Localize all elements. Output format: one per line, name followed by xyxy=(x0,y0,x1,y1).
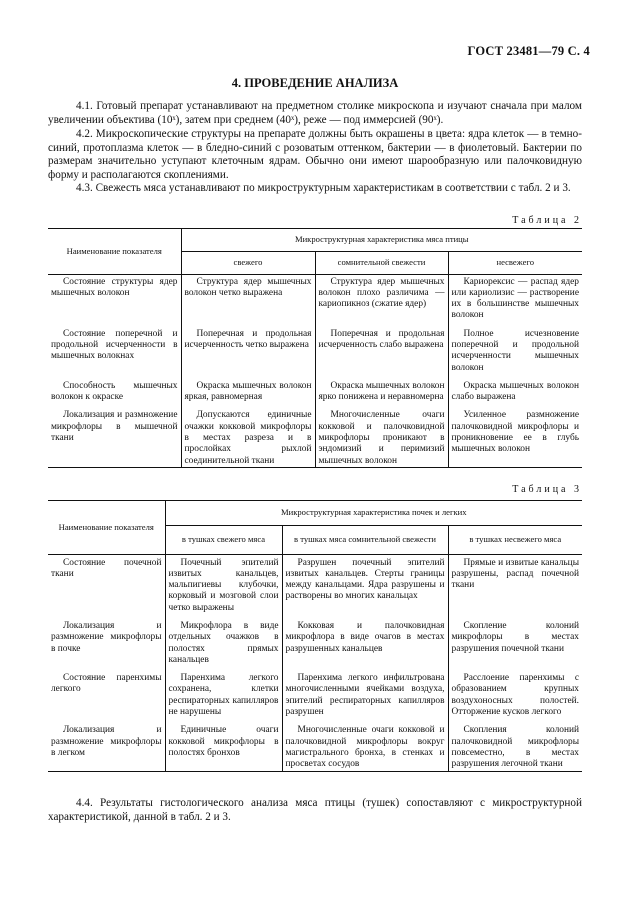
table-row xyxy=(48,725,582,771)
row-name: Состояние поперечной и продольной исчерченности в мышечных волокнах xyxy=(51,328,178,362)
paragraph-4-2: 4.2. Микроскопические структуры на препарате должны быть окрашены в цвета: ядра клеток — в темно-синий, протоплазма клеток — в бледно-синий с розоватым оттенком, бактерии — в фиолетовый. Бактерии по размерам значительно уступают клеточным ядрам. Обычно они имеют шарообразную или палочковидную форму и располагаются скоплениями. xyxy=(48,128,582,181)
cell: Поперечная и продольная исчерченность слабо выражена xyxy=(315,329,448,374)
table2-head-name: Наименование показателя xyxy=(48,229,181,275)
cell: Окраска мышечных волокон слабо выражена xyxy=(448,381,582,404)
cell: Прямые и извитые канальцы разрушены, распад почечной ткани xyxy=(448,558,582,614)
table-row xyxy=(48,329,582,374)
table3-head-name: Наименование показателя xyxy=(48,501,165,555)
table-2 xyxy=(48,228,582,468)
page-header: ГОСТ 23481—79 С. 4 xyxy=(467,44,590,58)
paragraph-4-1: 4.1. Готовый препарат устанавливают на предметном столике микроскопа и изучают сначала при малом увеличении объектива (10ˣ), затем при среднем (40ˣ), реже — под иммерсией (90ˣ). xyxy=(48,100,582,126)
cell: Кокковая и палочковидная микрофлора в виде очагов в местах разрушенных канальцев xyxy=(282,621,448,666)
cell: Скопления колоний палочковидной микрофлоры повсеместно, в местах разрушения легочной ткани xyxy=(448,725,582,771)
cell: Разрушен почечный эпителий извитых канальцев. Стерты границы между канальцами. Ядра разрушены и растворены во многих канальцах xyxy=(282,558,448,614)
cell: Кариорексис — распад ядер или кариолизис — растворение их в большинстве мышечных волокон xyxy=(448,277,582,322)
row-name: Локализация и размножение микрофлоры в мышечной ткани xyxy=(51,410,178,444)
cell: Поперечная и продольная исчерченность четко выражена xyxy=(181,329,315,374)
paragraph-4-4: 4.4. Результаты гистологического анализа мяса птицы (тушек) сопоставляют с микроструктурной характеристикой, данной в табл. 2 и 3. xyxy=(48,797,582,823)
cell: Многочисленные очаги кокковой и палочковидной микрофлоры проникают в эндомизий и перимизий мышечных волокон xyxy=(315,410,448,467)
table2-label: Таблица 2 xyxy=(512,215,582,226)
table3-col-doubtful: в тушках мяса сомнительной свежести xyxy=(282,526,448,555)
cell: Допускаются единичные очажки кокковой микрофлоры в местах разреза и в прослойках рыхлой соединительной ткани xyxy=(181,410,315,467)
cell: Паренхима легкого сохранена, клетки респираторных капилляров не нарушены xyxy=(165,673,282,718)
table-row xyxy=(48,621,582,666)
cell: Единичные очаги кокковой микрофлоры в полостях бронхов xyxy=(165,725,282,771)
table3-label: Таблица 3 xyxy=(512,484,582,495)
table-row xyxy=(48,410,582,467)
row-name: Способность мышечных волокон к окраске xyxy=(51,380,178,403)
paragraph-4-3: 4.3. Свежесть мяса устанавливают по микроструктурным характеристикам в соответствии с табл. 2 и 3. xyxy=(76,182,571,194)
table3-col-fresh: в тушках свежего мяса xyxy=(165,526,282,555)
cell: Расслоение паренхимы с образованием крупных воздухоносных полостей. Отторжение кусков легкого xyxy=(448,673,582,718)
table2-col-stale: несвежего xyxy=(448,252,582,275)
table2-col-doubtful: сомнительной свежести xyxy=(315,252,448,275)
section-title: 4. ПРОВЕДЕНИЕ АНАЛИЗА xyxy=(231,76,399,90)
row-name: Локализация и размножение микрофлоры в почке xyxy=(51,620,162,654)
row-name: Состояние структуры ядер мышечных волокон xyxy=(51,276,178,298)
table2-col-fresh: свежего xyxy=(181,252,315,275)
cell: Окраска мышечных волокон яркая, равномерная xyxy=(181,381,315,404)
table3-head-group: Микроструктурная характеристика почек и легких xyxy=(165,501,582,526)
table-row xyxy=(48,673,582,718)
row-name: Состояние почечной ткани xyxy=(51,557,162,579)
cell: Многочисленные очаги кокковой и палочковидной микрофлоры вокруг магистрального бронха, в стенках и просветах сосудов xyxy=(282,725,448,771)
table3-col-stale: в тушках несвежего мяса xyxy=(448,526,582,555)
cell: Усиленное размножение палочковидной микрофлоры и проникновение ее в глубь мышечных волокон xyxy=(448,410,582,467)
table-3 xyxy=(48,500,582,772)
cell: Паренхима легкого инфильтрована многочисленными ячейками воздуха, эпителий респираторных капилляров разрушен xyxy=(282,673,448,718)
table-row xyxy=(48,558,582,614)
row-name: Состояние паренхимы легкого xyxy=(51,673,162,695)
cell: Структура ядер мышечных волокон четко выражена xyxy=(181,277,315,322)
cell: Микрофлора в виде отдельных очажков в полостях прямых канальцев xyxy=(165,621,282,666)
cell: Почечный эпителий извитых канальцев, мальпигиевы клубочки, корковый и мозговой слои четко выражены xyxy=(165,558,282,614)
cell: Окраска мышечных волокон ярко понижена и неравномерна xyxy=(315,381,448,404)
row-name: Локализация и размножение микрофлоры в легком xyxy=(51,725,162,758)
cell: Структура ядер мышечных волокон плохо различима — кариопикноз (сжатие ядер) xyxy=(315,277,448,322)
cell: Скопление колоний микрофлоры в местах разрушения почечной ткани xyxy=(448,621,582,666)
table-row xyxy=(48,381,582,404)
table2-head-group: Микроструктурная характеристика мяса птицы xyxy=(181,229,582,252)
table-row xyxy=(48,277,582,322)
cell: Полное исчезновение поперечной и продольной исчерченности мышечных волокон xyxy=(448,329,582,374)
